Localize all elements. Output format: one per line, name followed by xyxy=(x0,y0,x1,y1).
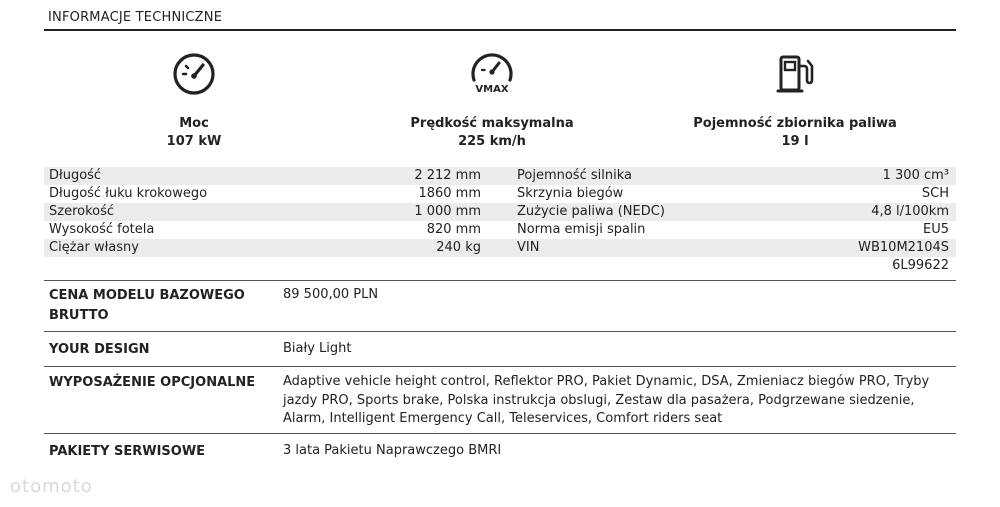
divider xyxy=(44,280,956,281)
spec-value: EU5 xyxy=(923,222,949,237)
spec-row xyxy=(44,257,956,275)
stat-label: Moc xyxy=(179,116,209,131)
divider xyxy=(44,366,956,367)
spec-value: WB10M2104S xyxy=(858,240,949,255)
spec-row xyxy=(44,239,956,257)
spec-value: 1860 mm xyxy=(418,186,481,201)
spec-key: Długość xyxy=(49,168,102,183)
spec-value: 820 mm xyxy=(426,222,481,237)
watermark-logo: otomoto xyxy=(10,476,93,497)
spec-value: SCH xyxy=(921,186,949,201)
stat-value: 225 km/h xyxy=(458,134,526,149)
info-value: 3 lata Pakietu Naprawczego BMRI xyxy=(283,443,502,458)
stat-value: 107 kW xyxy=(166,134,222,149)
spec-value: 1 000 mm xyxy=(414,204,481,219)
info-key: CENA MODELU BAZOWEGO BRUTTO xyxy=(49,288,245,323)
spec-row xyxy=(44,221,956,239)
spec-value: 1 300 cm³ xyxy=(882,168,949,183)
spec-key: Zużycie paliwa (NEDC) xyxy=(517,204,665,219)
speedometer-icon xyxy=(170,50,218,98)
spec-value: 6L99622 xyxy=(892,258,949,273)
info-value: 89 500,00 PLN xyxy=(283,287,379,302)
spec-value: 240 kg xyxy=(436,240,481,255)
top-divider xyxy=(44,29,956,31)
divider xyxy=(44,433,956,434)
stat-value: 19 l xyxy=(781,134,809,149)
spec-key: Norma emisji spalin xyxy=(517,222,646,237)
spec-value: 4,8 l/100km xyxy=(871,204,949,219)
spec-key: Ciężar własny xyxy=(49,240,139,255)
spec-row xyxy=(44,185,956,203)
specs-table xyxy=(44,167,956,275)
spec-key: Skrzynia biegów xyxy=(517,186,624,201)
spec-key: VIN xyxy=(517,240,540,255)
info-key: YOUR DESIGN xyxy=(49,342,150,357)
stat-power xyxy=(44,50,344,149)
vmax-speedometer-icon xyxy=(468,50,516,98)
info-key: PAKIETY SERWISOWE xyxy=(49,444,206,459)
vmax-icon-text: VMAX xyxy=(475,84,509,95)
stat-max-speed xyxy=(342,50,642,149)
spec-key: Szerokość xyxy=(49,204,115,219)
info-value: Adaptive vehicle height control, Reflektor PRO, Pakiet Dynamic, DSA, Zmieniacz biegów PRO, Tryby jazdy PRO, Sports brake, Polska instrukcja obslugi, Zestaw dla pasażera, Podgrzewane siedzenie, Alarm, Intelligent Emergency Call, Teleservices, Comfort riders seat xyxy=(283,374,930,426)
spec-row xyxy=(44,203,956,221)
spec-key: Wysokość fotela xyxy=(49,222,155,237)
fuel-pump-icon xyxy=(771,50,819,98)
stat-fuel-tank xyxy=(645,50,945,149)
spec-row xyxy=(44,167,956,185)
section-title: INFORMACJE TECHNICZNE xyxy=(48,10,223,25)
spec-key: Długość łuku krokowego xyxy=(49,186,208,201)
info-value: Biały Light xyxy=(283,341,352,356)
spec-key: Pojemność silnika xyxy=(517,168,632,183)
spec-value: 2 212 mm xyxy=(414,168,481,183)
info-key: WYPOSAŻENIE OPCJONALNE xyxy=(49,375,256,390)
stat-label: Prędkość maksymalna xyxy=(410,116,574,131)
divider xyxy=(44,331,956,332)
stat-label: Pojemność zbiornika paliwa xyxy=(693,116,897,131)
